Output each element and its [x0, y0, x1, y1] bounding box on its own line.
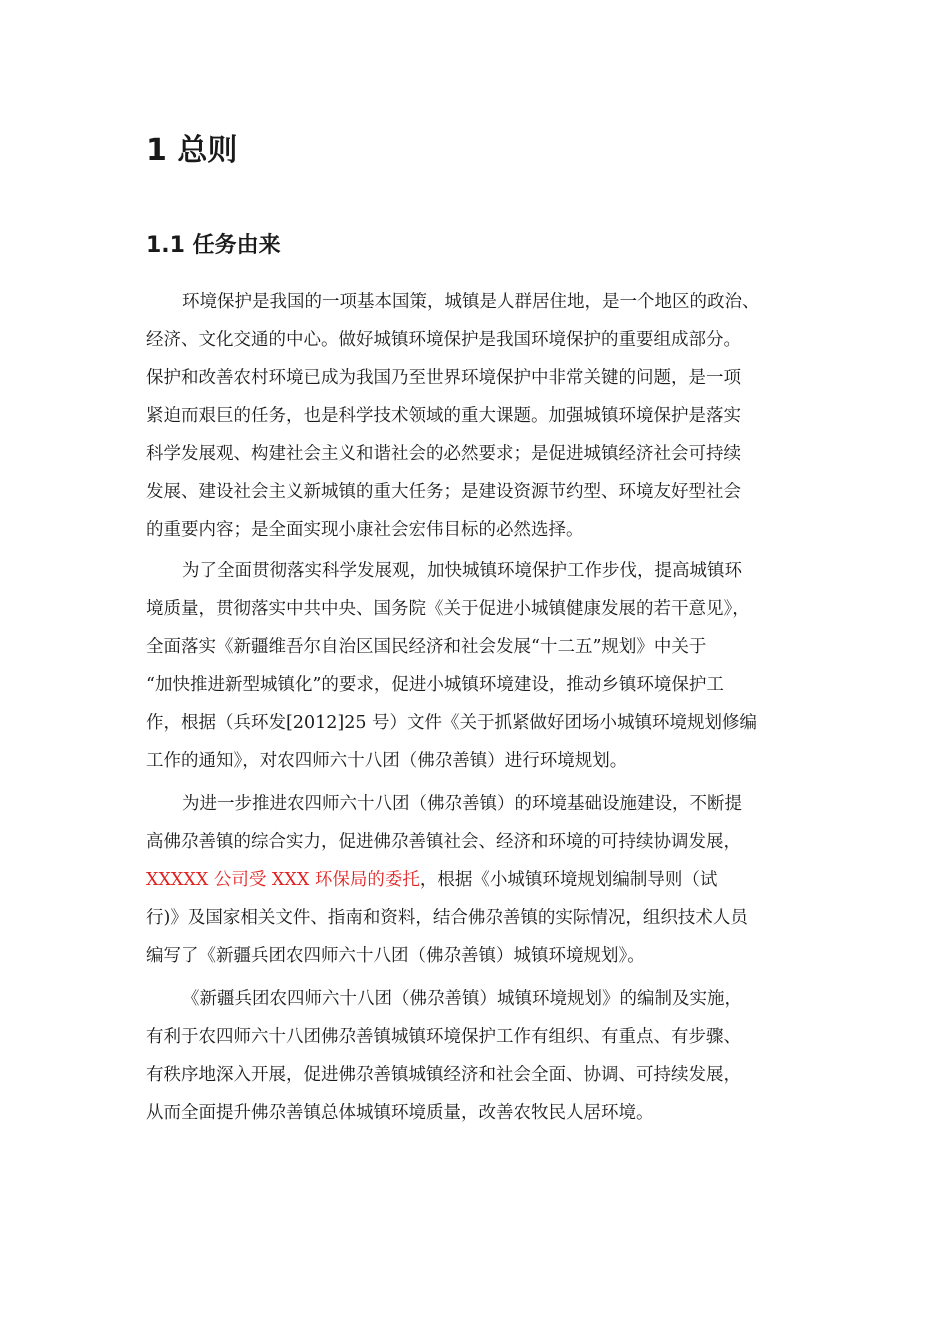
paragraph-line: 的重要内容；是全面实现小康社会宏伟目标的必然选择。 — [146, 520, 584, 540]
paragraph-line: 为了全面贯彻落实科学发展观，加快城镇环境保护工作步伐，提高城镇环 — [182, 561, 742, 581]
paragraph-line: 保护和改善农村环境已成为我国乃至世界环境保护中非常关键的问题，是一项 — [146, 368, 741, 388]
paragraph-line: 全面落实《新疆维吾尔自治区国民经济和社会发展“十二五”规划》中关于 — [146, 637, 707, 657]
paragraph-line-rest: ，根据《小城镇环境规划编制导则（试 — [419, 870, 718, 890]
paragraph-line: 紧迫而艰巨的任务，也是科学技术领域的重大课题。加强城镇环境保护是落实 — [146, 406, 741, 426]
paragraph-line: 有利于农四师六十八团佛尕善镇城镇环境保护工作有组织、有重点、有步骤、 — [146, 1027, 741, 1047]
chapter-heading: 1 总则 — [146, 133, 238, 168]
paragraph-line: 行)》及国家相关文件、指南和资料，结合佛尕善镇的实际情况，组织技术人员 — [146, 908, 748, 928]
highlighted-commission-text: XXXXX 公司受 XXX 环保局的委托 — [146, 870, 420, 890]
paragraph-line: 为进一步推进农四师六十八团（佛尕善镇）的环境基础设施建设，不断提 — [182, 794, 742, 814]
paragraph-line: 有秩序地深入开展，促进佛尕善镇城镇经济和社会全面、协调、可持续发展， — [146, 1065, 741, 1085]
paragraph-line: 作，根据（兵环发[2012]25 号）文件《关于抓紧做好团场小城镇环境规划修编 — [146, 713, 758, 733]
paragraph-line: 发展、建设社会主义新城镇的重大任务；是建设资源节约型、环境友好型社会 — [146, 482, 741, 502]
paragraph-4 — [146, 980, 826, 1132]
paragraph-line: 工作的通知》，对农四师六十八团（佛尕善镇）进行环境规划。 — [146, 751, 628, 771]
paragraph-line: 科学发展观、构建社会主义和谐社会的必然要求；是促进城镇经济社会可持续 — [146, 444, 741, 464]
paragraph-line: 编写了《新疆兵团农四师六十八团（佛尕善镇）城镇环境规划》。 — [146, 946, 645, 966]
paragraph-line: 境质量，贯彻落实中共中央、国务院《关于促进小城镇健康发展的若干意见》， — [146, 599, 750, 619]
section-heading: 1.1 任务由来 — [146, 233, 281, 258]
paragraph-2 — [146, 552, 826, 780]
paragraph-line: 高佛尕善镇的综合实力，促进佛尕善镇社会、经济和环境的可持续协调发展， — [146, 832, 741, 852]
paragraph-line-with-highlight — [146, 861, 826, 899]
paragraph-line: “加快推进新型城镇化”的要求，促进小城镇环境建设，推动乡镇环境保护工 — [146, 675, 724, 695]
paragraph-1 — [146, 283, 826, 549]
paragraph-3 — [146, 785, 826, 975]
paragraph-line: 经济、文化交通的中心。做好城镇环境保护是我国环境保护的重要组成部分。 — [146, 330, 741, 350]
paragraph-line: 《新疆兵团农四师六十八团（佛尕善镇）城镇环境规划》的编制及实施， — [182, 989, 742, 1009]
paragraph-line: 环境保护是我国的一项基本国策，城镇是人群居住地，是一个地区的政治、 — [182, 292, 760, 312]
paragraph-line: 从而全面提升佛尕善镇总体城镇环境质量，改善农牧民人居环境。 — [146, 1103, 654, 1123]
